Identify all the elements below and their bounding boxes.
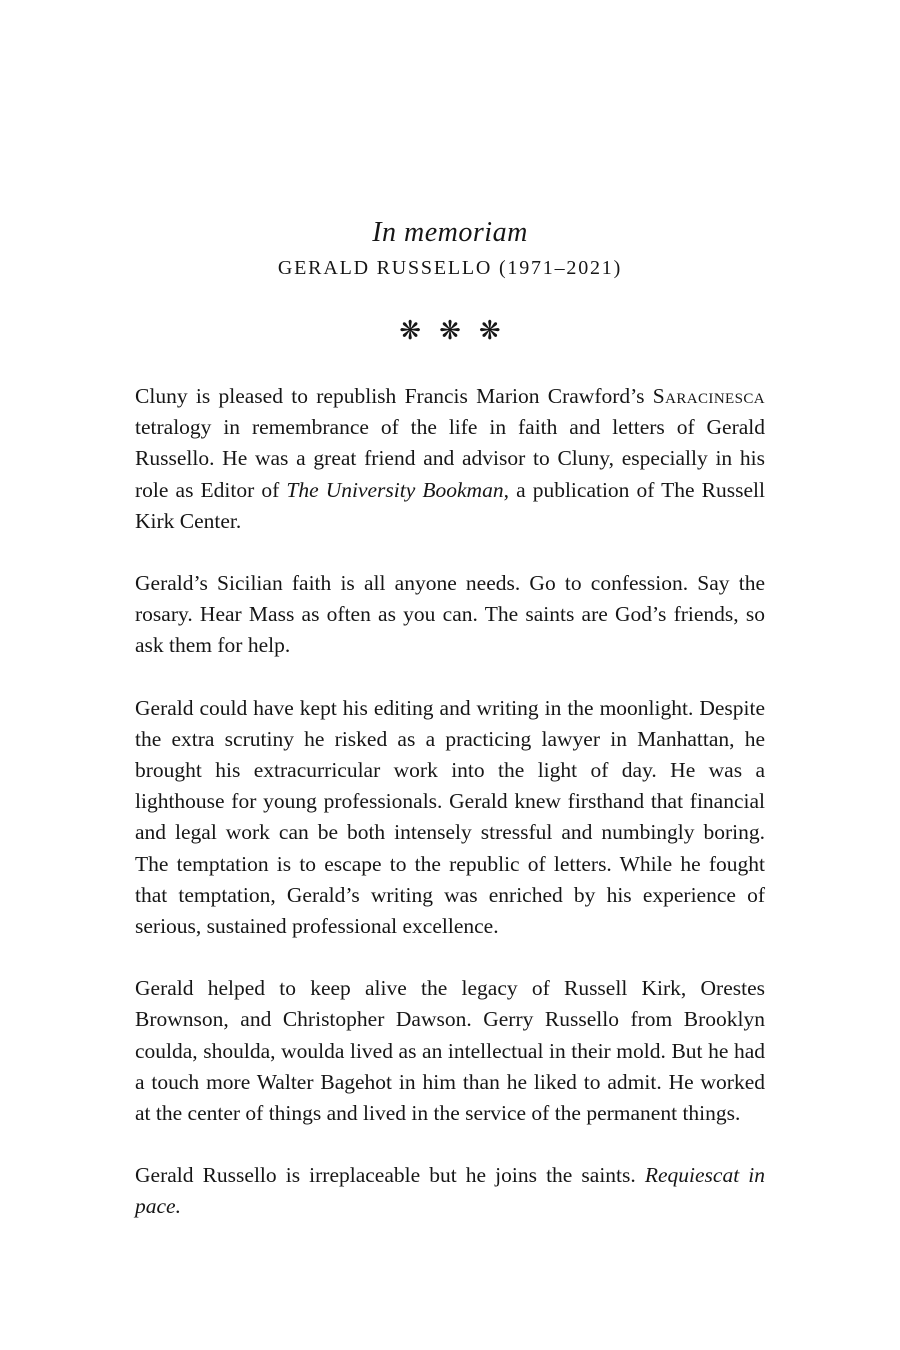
fleuron-icon: ❋	[439, 316, 461, 346]
fleuron-row	[135, 314, 765, 348]
text-run: Requiescat in pace.	[135, 1163, 765, 1219]
paragraph	[135, 568, 765, 662]
paragraph	[135, 381, 765, 537]
name-and-dates: GERALD RUSSELLO (1971–2021)	[277, 257, 623, 279]
paragraph	[135, 693, 765, 943]
text-run: Gerald helped to keep alive the legacy of Russell Kirk, Orestes Brownson, and Christopher Dawson. Gerry Russello from Brooklyn coulda, shoulda, woulda lived as an intellectual in their mold. But he had a touch more Walter Bagehot in him than he liked to admit. He worked at the center of things and lived in the service of the permanent things.	[135, 976, 765, 1126]
paragraph	[135, 973, 765, 1129]
text-run: Gerald’s Sicilian faith is all anyone needs. Go to confession. Say the rosary. Hear Mass as often as you can. The saints are God’s friends, so ask them for help.	[135, 571, 765, 658]
page-content	[135, 0, 765, 1223]
fleuron-icon: ❋	[478, 316, 501, 346]
text-run: Saracinesca	[652, 384, 765, 408]
paragraph	[135, 1160, 765, 1222]
in-memoriam-title: In memoriam	[372, 217, 528, 248]
text-run: Cluny is pleased to republish Francis Marion Crawford’s	[135, 384, 653, 408]
body-paragraphs	[135, 381, 765, 1223]
text-run: , a publication of The Russell Kirk Center.	[135, 477, 765, 533]
fleuron-icon: ❋	[399, 316, 422, 346]
text-run: Gerald Russello is irreplaceable but he joins the saints.	[135, 1163, 645, 1188]
text-run: tetralogy in remembrance of the life in faith and letters of Gerald Russello. He was a great friend and advisor to Cluny, especially in his role as Editor of	[135, 415, 765, 502]
text-run: The University Bookman	[286, 477, 504, 502]
text-run: Gerald could have kept his editing and writing in the moonlight. Despite the extra scrutiny he risked as a practicing lawyer in Manhattan, he brought his extracurricular work into the light of day. He was a lighthouse for young professionals. Gerald knew firsthand that financial and legal work can be both intensely stressful and numbingly boring. The temptation is to escape to the republic of letters. While he fought that temptation, Gerald’s writing was enriched by his experience of serious, sustained professional excellence.	[135, 695, 765, 939]
